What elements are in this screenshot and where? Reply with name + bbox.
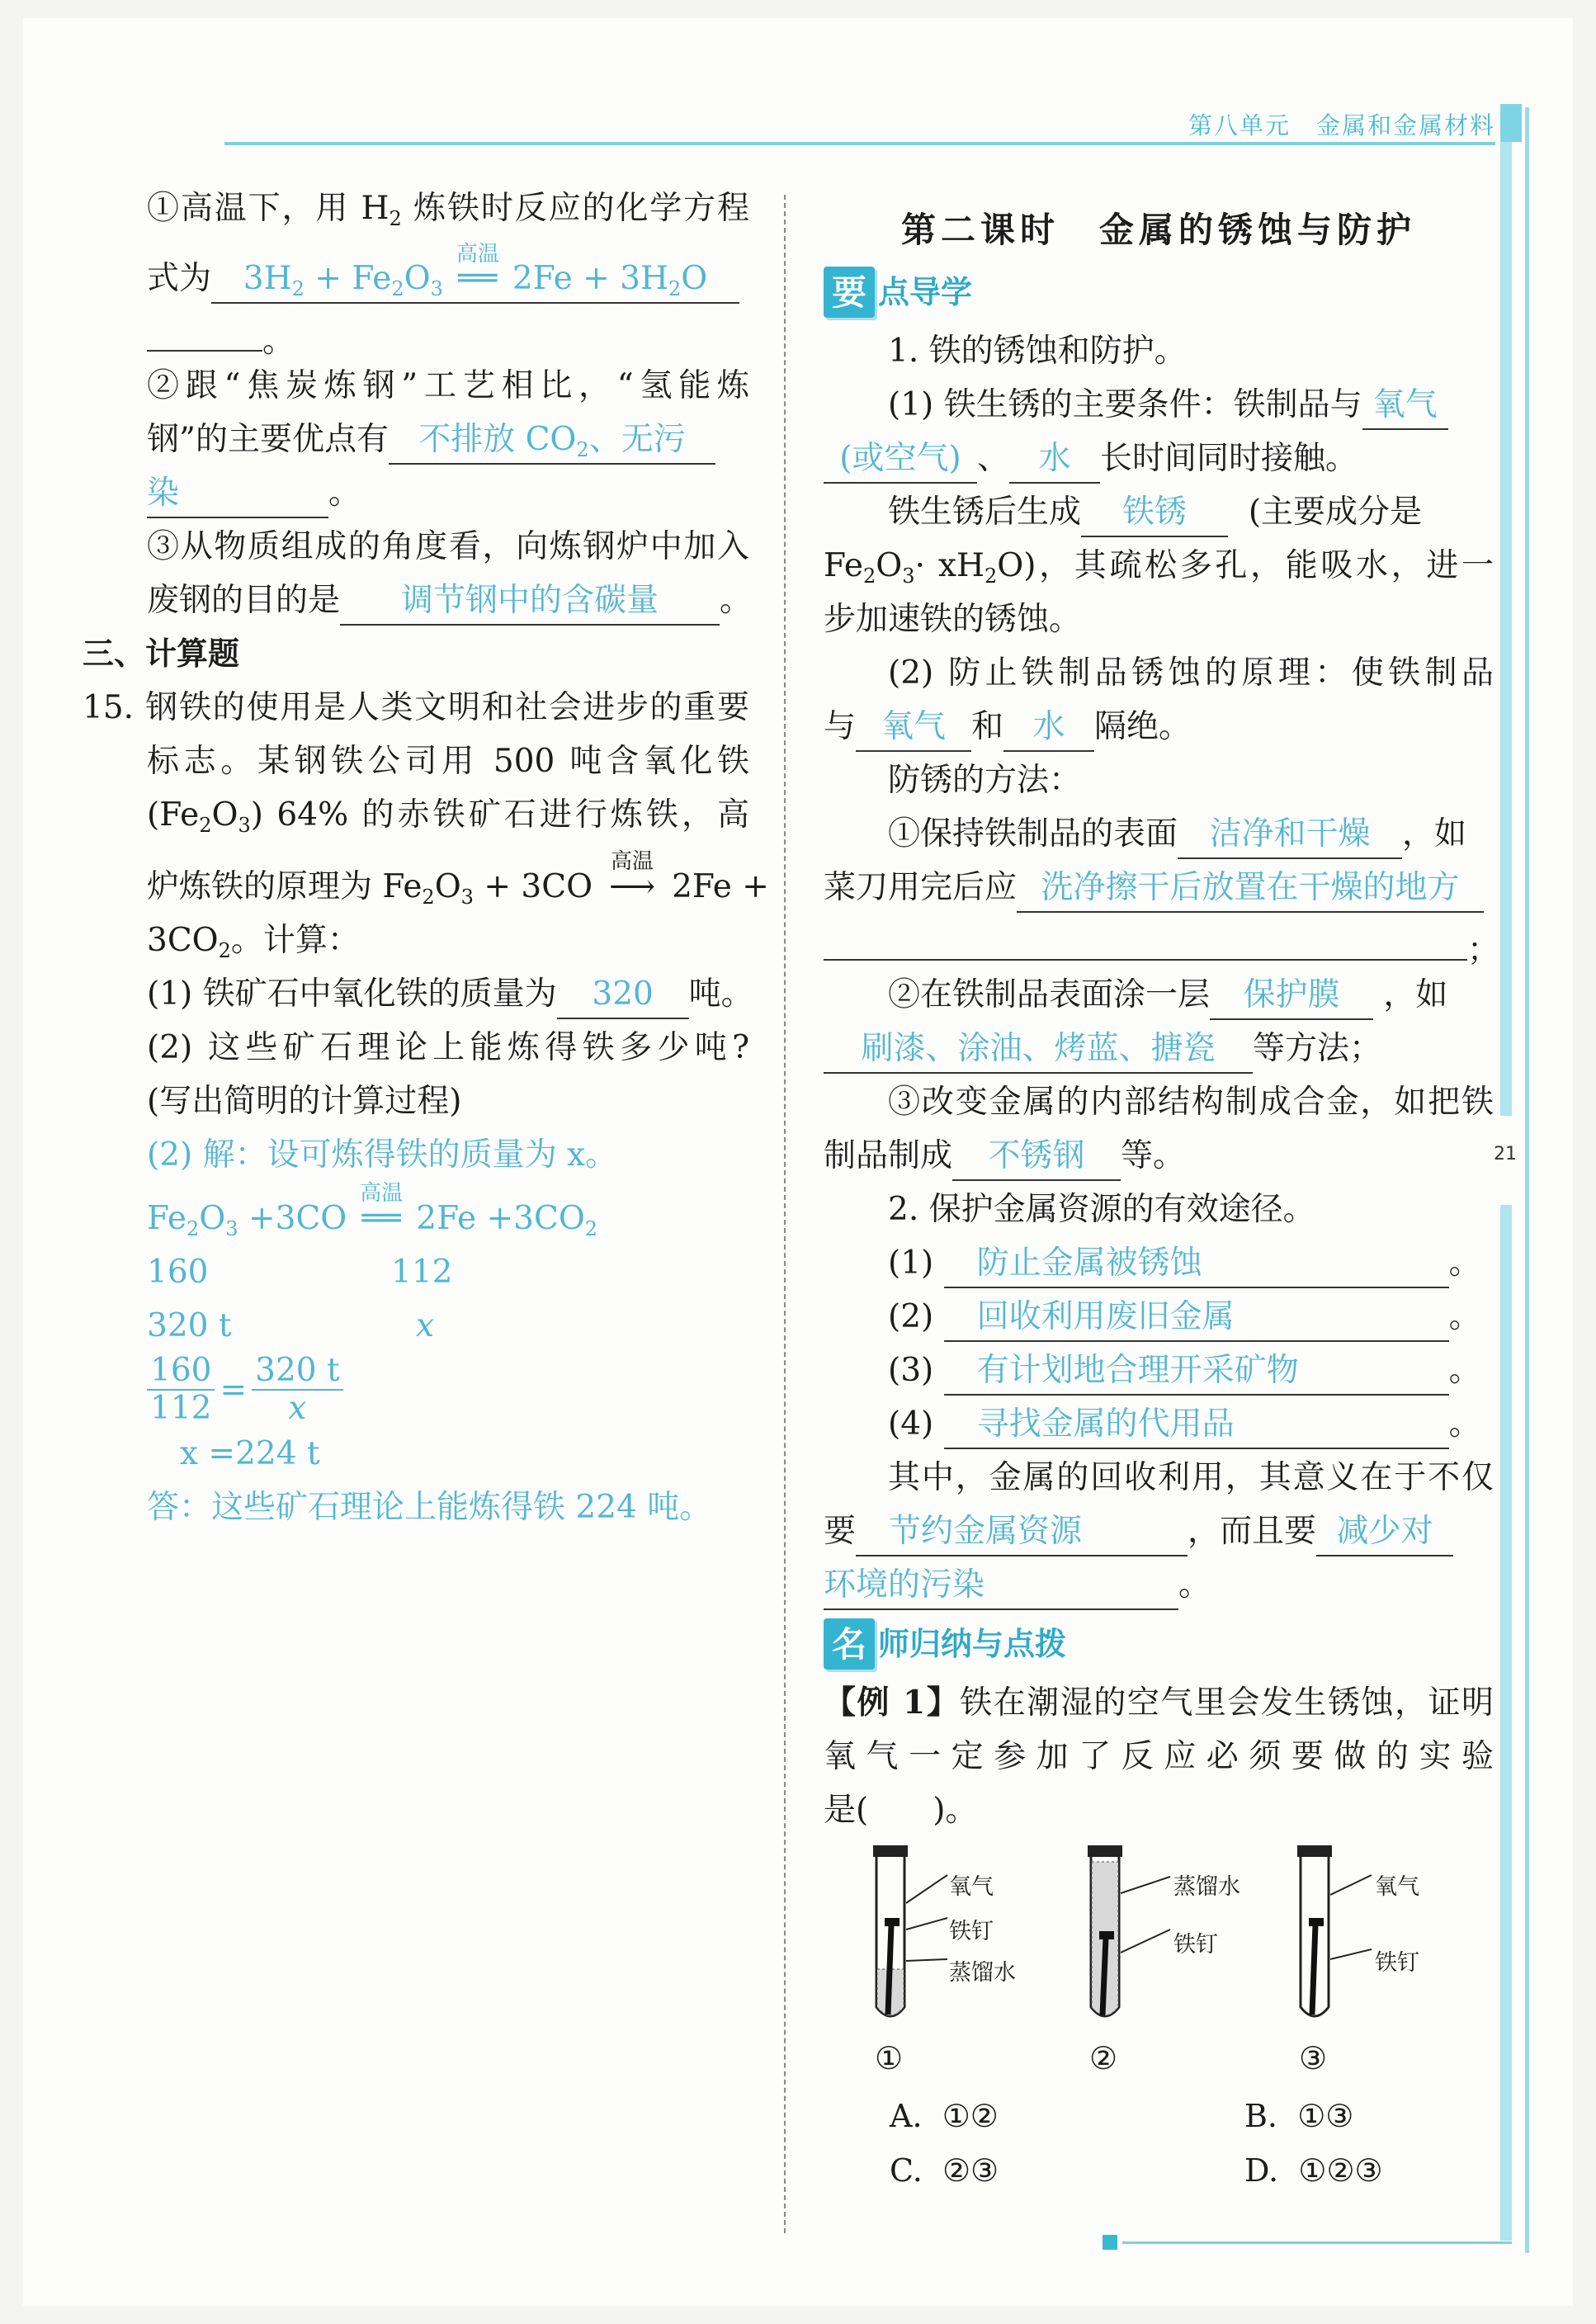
example-line2: 氧气一定参加了反应必须要做的实验 (824, 1738, 1494, 1775)
tube-3-label-nail: 铁钉 (1375, 1950, 1419, 1976)
q2-line1: ②跟“焦炭炼钢”工艺相比，“氢能炼 (147, 367, 749, 404)
r-p10-line1: 其中，金属的回收利用，其意义在于不仅 (888, 1459, 1494, 1496)
r-p6-line1: ①保持铁制品的表面 洁净和干燥 ，如 (824, 807, 1494, 861)
r-p1: 1. 铁的锈蚀和防护。 (888, 333, 1187, 370)
solution-result: x =224 t (180, 1435, 320, 1472)
example-line3: 是( )。 (824, 1792, 978, 1829)
p15-q2-line1: (2) 这些矿石理论上能炼得铁多少吨? (147, 1029, 749, 1066)
q2-line2: 钢”的主要优点有 不排放 $CO_2$、无污 (147, 413, 749, 466)
side-bar-upper (1500, 142, 1512, 1116)
test-tube-figure (824, 1837, 1494, 2085)
tube-3-leaders (1330, 1870, 1380, 1969)
tube-2-number: ② (1089, 2040, 1118, 2076)
r-p6-line3: ； (824, 914, 1494, 968)
q1-line2: 式为 $3H_2 + Fe_2O_3$ 高温 ══ $2Fe + 3H_2O$ (147, 252, 749, 305)
r-p10-line2: 要 节约金属资源 ，而且要 减少对 (824, 1504, 1494, 1558)
header-tab (1500, 104, 1522, 142)
badge-key-points: 要 点导学 (824, 263, 972, 321)
way-item: (1) 防止金属被锈蚀 。 (824, 1236, 1494, 1290)
p15-line1: 15. 钢铁的使用是人类文明和社会进步的重要 (83, 689, 749, 726)
r-p9: 2. 保护金属资源的有效途径。 (888, 1191, 1315, 1228)
page-number: 21 (1494, 1144, 1517, 1164)
column-divider (784, 195, 786, 2233)
footer-rule (1122, 2241, 1512, 2244)
q3-line1: ③从物质组成的角度看，向炼钢炉中加入 (147, 528, 749, 565)
side-bar-lower (1500, 1205, 1512, 2241)
p15-line2: 标志。某钢铁公司用 500 吨含氧化铁 (147, 743, 749, 780)
r-p8-line1: ③改变金属的内部结构制成合金，如把铁 (888, 1084, 1494, 1121)
r-p10-line3: 环境的污染 。 (824, 1558, 1494, 1612)
option-c[interactable]: C. ②③ (890, 2152, 999, 2189)
r-p3-line2: $Fe_2O_3\cdot xH_2O$)，其疏松多孔，能吸水，进一 (824, 547, 1494, 588)
left-column (83, 182, 769, 1534)
lesson-title: 第二课时 金属的锈蚀与防护 (900, 210, 1416, 250)
solution-masses: 160 112 (147, 1254, 453, 1291)
option-b[interactable]: B. ①③ (1244, 2098, 1354, 2134)
tube-1-label-nail: 铁钉 (949, 1919, 994, 1944)
r-p2-line2: (或空气) 、 水 长时间同时接触。 (824, 432, 1494, 485)
r-p4-line2: 与 氧气 和 水 隔绝。 (824, 700, 1494, 753)
r-p2-line1: (1) 铁生锈的主要条件：铁制品与 氧气 (824, 378, 1494, 432)
q1-line3: 。 (147, 305, 749, 359)
ways-list (824, 1236, 1494, 1451)
r-p4-line1: (2) 防止铁制品锈蚀的原理：使铁制品 (888, 654, 1494, 692)
p15-line5: $3CO_2$。计算： (147, 922, 360, 962)
badge-teacher-summary: 名 师归纳与点拨 (824, 1615, 1066, 1673)
solution-proportion: $\frac{160}{112}$ = $\frac{320 t}{x}$ (147, 1353, 749, 1427)
tube-3-label-oxygen: 氧气 (1375, 1874, 1419, 1900)
r-p7-line1: ②在铁制品表面涂一层 保护膜 ，如 (824, 968, 1494, 1022)
test-tube-1 (870, 1845, 911, 2027)
r-p5: 防锈的方法： (888, 762, 1082, 799)
tube-3-number: ③ (1299, 2040, 1328, 2076)
answer-options (824, 2085, 1494, 2200)
r-p7-line2: 刷漆、涂油、烤蓝、搪瓷 等方法； (824, 1022, 1494, 1075)
footer-square (1103, 2235, 1117, 2250)
tube-2-label-nail: 铁钉 (1173, 1932, 1218, 1958)
option-a[interactable]: A. ①② (890, 2098, 999, 2134)
tube-2-leaders (1121, 1870, 1178, 1961)
q1-line1: ①高温下，用 $H_2$ 炼铁时反应的化学方程 (147, 190, 749, 230)
solution-line1: (2) 解：设可炼得铁的质量为 x。 (147, 1136, 618, 1174)
running-header: 第八单元 金属和金属材料 (1188, 111, 1496, 139)
side-rail (1525, 107, 1529, 2253)
solution-answer: 答：这些矿石理论上能炼得铁 224 吨。 (147, 1489, 712, 1526)
right-column (824, 198, 1500, 2200)
p15-q1: (1) 铁矿石中氧化铁的质量为 320 吨。 (147, 967, 749, 1021)
tube-1-label-water: 蒸馏水 (949, 1960, 1016, 1986)
header-rule (224, 142, 1495, 145)
test-tube-2 (1084, 1845, 1126, 2027)
option-d[interactable]: D. ①②③ (1244, 2152, 1383, 2189)
r-p8-line2: 制品制成 不锈钢 等。 (824, 1129, 1494, 1183)
way-item: (4) 寻找金属的代用品 。 (824, 1397, 1494, 1451)
example-line1: 【例 1】铁在潮湿的空气里会发生锈蚀，证明 (824, 1684, 1494, 1722)
solution-values: 320 t x (147, 1307, 434, 1344)
p15-q2-line2: (写出简明的计算过程) (147, 1083, 462, 1120)
tube-1-number: ① (875, 2040, 904, 2076)
test-tube-3 (1294, 1845, 1335, 2027)
tube-1-leaders (906, 1870, 956, 1969)
tube-2-label-water: 蒸馏水 (1173, 1874, 1240, 1900)
solution-equation: $Fe_2O_3 +3CO$ 高温 ══ $2Fe +3CO_2$ (147, 1181, 598, 1240)
r-p6-line2: 菜刀用完后应 洗净擦干后放置在干燥的地方 (824, 861, 1494, 914)
q1-answer-blank: $3H_2 + Fe_2O_3$ 高温 ══ $2Fe + 3H_2O$ (211, 257, 739, 304)
tube-1-label-oxygen: 氧气 (949, 1874, 994, 1900)
way-item: (2) 回收利用废旧金属 。 (824, 1290, 1494, 1344)
way-item: (3) 有计划地合理开采矿物 。 (824, 1344, 1494, 1397)
r-p3-line3: 步加速铁的锈蚀。 (824, 601, 1082, 638)
p15-line3: $(Fe_2O_3)$ 64% 的赤铁矿石进行炼铁，高 (147, 796, 749, 837)
p15-line4: 炉炼铁的原理为 $Fe_2O_3 + 3CO$ 高温 ⟶ 2Fe + (147, 849, 769, 909)
q3-line2: 废钢的目的是 调节钢中的含碳量 。 (147, 574, 749, 627)
q2-line3: 染 。 (147, 466, 749, 520)
r-p3-line1: 铁生锈后生成 铁锈 (主要成分是 (824, 485, 1494, 539)
section-heading: 三、计算题 (83, 635, 240, 672)
